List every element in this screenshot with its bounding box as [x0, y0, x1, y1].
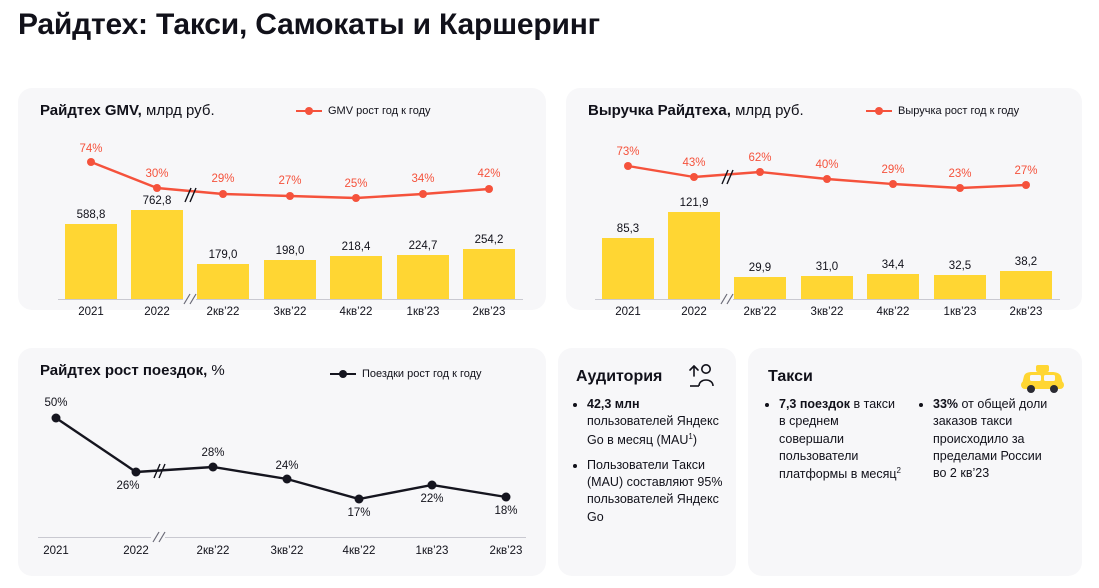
bar-2kv23 — [1000, 271, 1052, 299]
bar-2kv22 — [197, 264, 249, 299]
svg-text:218,4: 218,4 — [341, 241, 371, 253]
card-trips-title — [40, 362, 225, 379]
bars-revenue — [602, 212, 1052, 299]
card-trips — [18, 348, 546, 576]
legend-line-icon — [296, 110, 322, 112]
chart-gmv-svg — [18, 132, 546, 318]
legend-revenue-label: Выручка рост год к году — [898, 105, 1020, 117]
svg-text:42%: 42% — [477, 168, 501, 180]
svg-text:38,2: 38,2 — [1014, 256, 1038, 268]
chart-trips-svg — [18, 392, 546, 576]
svg-text:17%: 17% — [347, 507, 371, 519]
svg-text:27%: 27% — [1014, 165, 1038, 177]
svg-text:50%: 50% — [44, 397, 68, 409]
svg-text:3кв’22: 3кв’22 — [270, 545, 304, 557]
taxi-columns — [764, 396, 1056, 483]
svg-text:2021: 2021 — [78, 306, 104, 318]
svg-text:23%: 23% — [948, 168, 972, 180]
card-gmv-title-light: млрд руб. — [141, 102, 215, 119]
audience-bullet-1-text: Пользователи Такси (MAU) составляют 95% пользователей Яндекс Go — [587, 457, 723, 524]
svg-text:1кв’23: 1кв’23 — [406, 306, 440, 318]
user-growth-icon — [686, 360, 720, 399]
list-item — [933, 396, 1056, 482]
audience-bullets — [572, 396, 728, 534]
svg-text:2021: 2021 — [43, 545, 69, 557]
audience-bullet-0-sup: 1 — [688, 431, 693, 441]
bar-4kv22 — [330, 256, 382, 299]
list-item — [587, 457, 728, 526]
audience-bullet-0-text: пользователей Яндекс Go в месяц (MAU — [587, 414, 719, 447]
card-revenue-title-bold: Выручка Райдтеха, — [588, 102, 731, 119]
svg-text:29%: 29% — [211, 173, 235, 185]
bar-2021 — [65, 224, 117, 299]
svg-text:2кв’23: 2кв’23 — [472, 306, 506, 318]
bar-2021 — [602, 238, 654, 299]
svg-text:43%: 43% — [682, 157, 706, 169]
bar-3kv22 — [801, 276, 853, 299]
x-axis-labels-revenue — [615, 306, 1042, 318]
bar-2kv22 — [734, 277, 786, 299]
card-revenue-title-light: млрд руб. — [730, 102, 804, 119]
svg-text:62%: 62% — [748, 152, 772, 164]
svg-text:27%: 27% — [278, 175, 302, 187]
list-item — [779, 396, 902, 483]
svg-text:34,4: 34,4 — [881, 259, 905, 271]
svg-text:254,2: 254,2 — [474, 234, 504, 246]
legend-line-icon — [866, 110, 892, 112]
svg-text:29,9: 29,9 — [748, 262, 772, 274]
svg-text:25%: 25% — [344, 178, 368, 190]
card-audience — [558, 348, 736, 576]
card-revenue — [566, 88, 1082, 318]
card-trips-title-bold: Райдтех рост поездок, — [40, 362, 208, 379]
svg-text:32,5: 32,5 — [948, 260, 972, 272]
svg-text:3кв’22: 3кв’22 — [273, 306, 307, 318]
card-taxi — [748, 348, 1082, 576]
svg-text:34%: 34% — [411, 173, 435, 185]
legend-trips — [330, 368, 482, 380]
chart-gmv — [18, 132, 546, 318]
svg-text:1кв’23: 1кв’23 — [943, 306, 977, 318]
chart-trips — [18, 392, 546, 576]
chart-revenue — [566, 132, 1082, 318]
axis-break-revenue — [722, 170, 733, 184]
svg-text:2022: 2022 — [681, 306, 707, 318]
bar-2022 — [668, 212, 720, 299]
taxi-col1-text: в такси в среднем совершали пользователи платформы в месяц — [779, 397, 897, 482]
bar-3kv22 — [264, 260, 316, 299]
x-axis-labels-trips — [43, 545, 522, 557]
bar-2022 — [131, 210, 183, 299]
legend-trips-label: Поездки рост год к году — [362, 368, 482, 380]
bar-4kv22 — [867, 274, 919, 299]
svg-text:3кв’22: 3кв’22 — [810, 306, 844, 318]
svg-text:31,0: 31,0 — [815, 261, 839, 273]
svg-text:74%: 74% — [79, 143, 103, 155]
svg-text:179,0: 179,0 — [208, 249, 238, 261]
svg-text:40%: 40% — [815, 159, 839, 171]
taxi-title: Такси — [768, 368, 813, 385]
svg-text:73%: 73% — [616, 146, 640, 158]
x-axis-labels-gmv — [78, 306, 505, 318]
card-trips-title-light: % — [207, 362, 225, 379]
svg-text:2кв’23: 2кв’23 — [1009, 306, 1043, 318]
bar-1kv23 — [934, 275, 986, 299]
taxi-col1-sup: 2 — [896, 466, 901, 475]
svg-text:26%: 26% — [116, 480, 140, 492]
svg-text:2кв’23: 2кв’23 — [489, 545, 523, 557]
svg-text:30%: 30% — [145, 168, 169, 180]
svg-text:224,7: 224,7 — [408, 240, 438, 252]
taxi-col2-bold: 33% — [933, 397, 959, 411]
taxi-col2-text: от общей доли заказов такси происходило за пределами России во 2 кв’23 — [933, 397, 1048, 480]
audience-bullet-0-tail: ) — [692, 432, 698, 447]
svg-text:22%: 22% — [420, 493, 444, 505]
legend-gmv — [296, 105, 431, 117]
page-title: Райдтех: Такси, Самокаты и Каршеринг — [18, 8, 600, 41]
svg-text:762,8: 762,8 — [142, 195, 172, 207]
svg-text:85,3: 85,3 — [616, 223, 640, 235]
svg-text:588,8: 588,8 — [76, 209, 106, 221]
taxi-col1-bold: 7,3 поездок — [779, 397, 851, 411]
svg-text:29%: 29% — [881, 164, 905, 176]
chart-revenue-svg — [566, 132, 1082, 318]
svg-text:24%: 24% — [275, 460, 299, 472]
svg-text:2кв’22: 2кв’22 — [206, 306, 240, 318]
audience-bullet-0-bold: 42,3 млн — [587, 397, 640, 411]
svg-text:18%: 18% — [494, 505, 518, 517]
legend-line-icon — [330, 373, 356, 375]
taxi-column-1 — [764, 396, 902, 483]
svg-text:198,0: 198,0 — [275, 245, 305, 257]
card-gmv — [18, 88, 546, 318]
legend-revenue — [866, 105, 1019, 117]
legend-gmv-label: GMV рост год к году — [328, 105, 431, 117]
audience-title: Аудитория — [576, 368, 663, 385]
svg-text:2021: 2021 — [615, 306, 641, 318]
svg-text:1кв’23: 1кв’23 — [415, 545, 449, 557]
bar-2kv23 — [463, 249, 515, 299]
svg-text:2кв’22: 2кв’22 — [196, 545, 230, 557]
svg-text:4кв’22: 4кв’22 — [339, 306, 373, 318]
bar-1kv23 — [397, 255, 449, 299]
svg-text:4кв’22: 4кв’22 — [342, 545, 376, 557]
card-gmv-title — [40, 102, 215, 119]
svg-text:28%: 28% — [201, 447, 225, 459]
svg-text:2022: 2022 — [144, 306, 170, 318]
svg-text:2кв’22: 2кв’22 — [743, 306, 777, 318]
svg-text:2022: 2022 — [123, 545, 149, 557]
svg-text:4кв’22: 4кв’22 — [876, 306, 910, 318]
taxi-column-2 — [918, 396, 1056, 483]
svg-text:121,9: 121,9 — [679, 197, 709, 209]
card-revenue-title — [588, 102, 804, 119]
card-gmv-title-bold: Райдтех GMV, — [40, 102, 142, 119]
list-item — [587, 396, 728, 449]
